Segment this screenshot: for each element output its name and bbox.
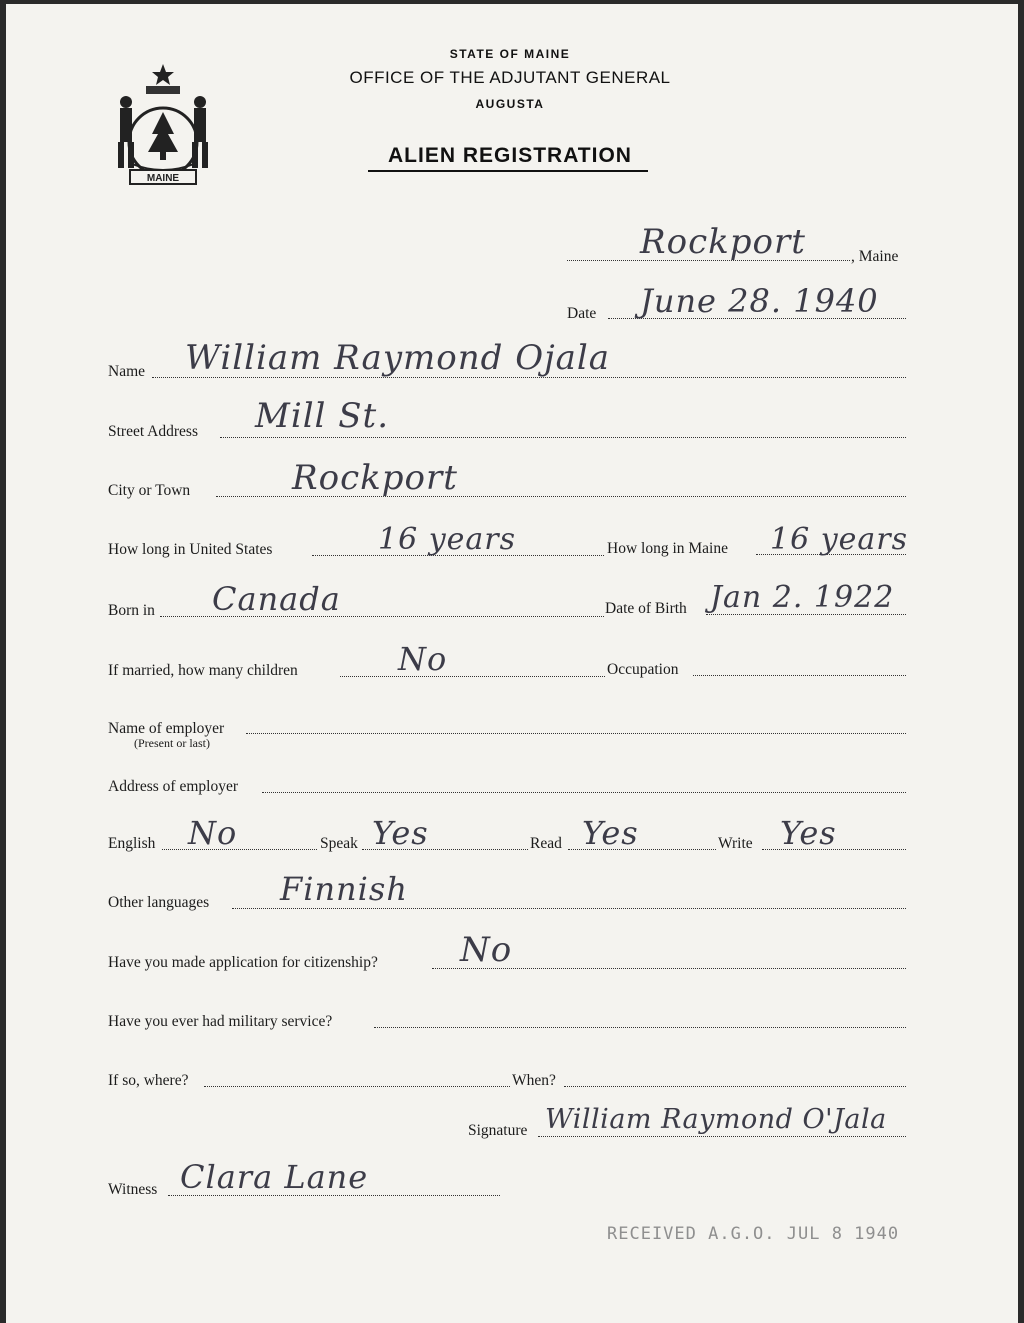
city-label: City or Town [108, 482, 191, 499]
children-value[interactable]: No [398, 640, 448, 678]
header-city: AUGUSTA [475, 97, 545, 111]
dob-label: Date of Birth [605, 600, 687, 617]
header-office: OFFICE OF THE ADJUTANT GENERAL [349, 68, 671, 87]
witness-value[interactable]: Clara Lane [180, 1158, 369, 1196]
date-value[interactable]: June 28. 1940 [640, 282, 879, 320]
employer-line [246, 733, 906, 734]
read-label: Read [530, 835, 562, 852]
where-label: If so, where? [108, 1072, 189, 1089]
us-duration-label: How long in United States [108, 541, 273, 558]
born-value[interactable]: Canada [212, 580, 341, 618]
military-line [374, 1027, 906, 1028]
employer-address-label: Address of employer [108, 778, 238, 795]
name-value[interactable]: William Raymond Ojala [185, 338, 611, 378]
seal-banner-text: MAINE [146, 173, 180, 184]
military-label: Have you ever had military service? [108, 1013, 333, 1030]
date-label: Date [567, 305, 597, 322]
street-label: Street Address [108, 423, 198, 440]
english-value[interactable]: No [188, 814, 238, 852]
when-label: When? [512, 1072, 556, 1089]
signature-value[interactable]: William Raymond O'Jala [545, 1104, 887, 1135]
signature-line [538, 1136, 906, 1137]
speak-value[interactable]: Yes [372, 814, 429, 852]
children-line [340, 676, 605, 677]
speak-label: Speak [320, 835, 358, 852]
title-underline [368, 170, 648, 172]
citizenship-value[interactable]: No [460, 930, 513, 970]
maine-duration-label: How long in Maine [607, 540, 728, 557]
occupation-label: Occupation [607, 661, 679, 678]
employer-address-line [262, 792, 906, 793]
employer-sublabel: (Present or last) [134, 736, 210, 750]
citizenship-label: Have you made application for citizenship? [108, 954, 378, 971]
street-value[interactable]: Mill St. [255, 396, 390, 436]
languages-value[interactable]: Finnish [280, 870, 408, 908]
maine-duration-value[interactable]: 16 years [770, 522, 909, 557]
received-stamp: RECEIVED A.G.O. JUL 8 1940 [607, 1224, 900, 1244]
page-border-left [0, 0, 6, 1323]
english-label: English [108, 835, 156, 852]
write-label: Write [718, 835, 753, 852]
us-duration-value[interactable]: 16 years [378, 522, 517, 557]
town-value[interactable]: Rockport [640, 222, 806, 262]
employer-label: Name of employer [108, 720, 225, 737]
signature-label: Signature [468, 1122, 528, 1139]
where-line [204, 1086, 510, 1087]
page-border-right [1018, 0, 1024, 1323]
read-value[interactable]: Yes [582, 814, 639, 852]
name-label: Name [108, 363, 146, 380]
children-label: If married, how many children [108, 662, 298, 679]
dob-value[interactable]: Jan 2. 1922 [710, 580, 895, 615]
occupation-line [693, 675, 906, 676]
languages-label: Other languages [108, 894, 210, 911]
form-title: ALIEN REGISTRATION [388, 144, 632, 167]
page-border-top [0, 0, 1024, 4]
english-line [162, 849, 317, 850]
state-suffix: , Maine [851, 248, 899, 265]
languages-line [232, 908, 906, 909]
witness-label: Witness [108, 1181, 158, 1198]
state-seal-icon [108, 60, 218, 190]
header-state: STATE OF MAINE [449, 47, 571, 61]
write-value[interactable]: Yes [780, 814, 837, 852]
born-label: Born in [108, 602, 155, 619]
when-line [564, 1086, 906, 1087]
street-line [220, 437, 906, 438]
city-value[interactable]: Rockport [292, 458, 458, 498]
